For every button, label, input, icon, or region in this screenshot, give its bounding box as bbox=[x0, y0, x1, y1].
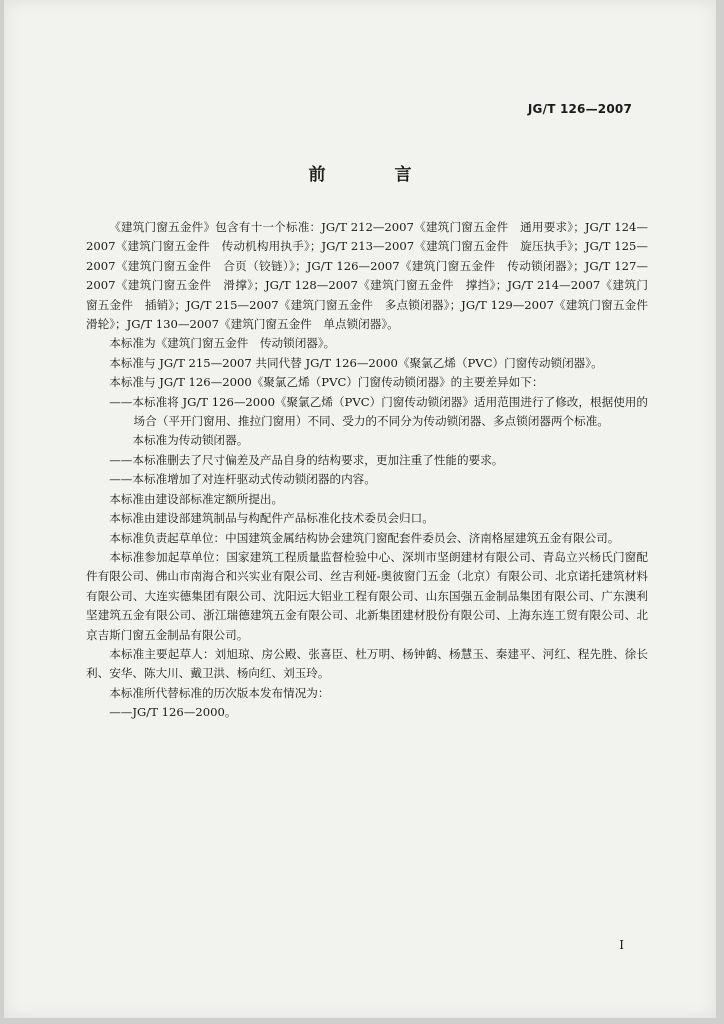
paragraph-lead-drafter: 本标准负责起草单位：中国建筑金属结构协会建筑门窗配套件委员会、济南格屋建筑五金有限公司。 bbox=[109, 530, 620, 545]
standard-code: JG/T 126—2007 bbox=[527, 102, 632, 116]
paragraph-history-version: ——JG/T 126—2000。 bbox=[109, 705, 237, 720]
paragraph-standard-scope: 本标准为《建筑门窗五金件 传动锁闭器》。 bbox=[109, 336, 336, 351]
paragraph-difference-1: ——本标准将 JG/T 126—2000《聚氯乙烯（PVC）门窗传动锁闭器》适用范围进行了修改，根据使用的场合（平开门窗用、推拉门窗用）不同、受力的不同分为传动锁闭器、多点锁闭器两个标准。 bbox=[109, 394, 648, 429]
paragraph-differences-intro: 本标准与 JG/T 126—2000《聚氯乙烯（PVC）门窗传动锁闭器》的主要差异如下： bbox=[109, 375, 544, 390]
paragraph-participating-drafters: 本标准参加起草单位：国家建筑工程质量监督检验中心、深圳市坚朗建材有限公司、青岛立兴杨氏门窗配件有限公司、佛山市南海合和兴实业有限公司、丝吉利娅-奥彼窗门五金（北京）有限公司、北京诺托建筑材料有限公司、大连实德集团有限公司、沈阳远大铝业工程有限公司、山东国强五金制品集团有限公司、广东澳利坚建筑五金有限公司、浙江瑞德建筑五金有限公司、北新集团建材股份有限公司、上海东连工贸有限公司、北京吉斯门窗五金制品有限公司。 bbox=[86, 549, 648, 642]
paragraph-managed-by: 本标准由建设部建筑制品与构配件产品标准化技术委员会归口。 bbox=[109, 511, 434, 526]
paragraph-history-intro: 本标准所代替标准的历次版本发布情况为： bbox=[109, 685, 330, 700]
paragraph-main-drafters: 本标准主要起草人：刘旭琼、房公殿、张喜臣、杜万明、杨钟鹤、杨慧玉、秦建平、河红、程先胜、徐长利、安华、陈大川、戴卫洪、杨向红、刘玉玲。 bbox=[86, 646, 648, 681]
foreword-body bbox=[86, 218, 660, 723]
paragraph-replaces: 本标准与 JG/T 215—2007 共同代替 JG/T 126—2000《聚氯乙烯（PVC）门窗传动锁闭器》。 bbox=[109, 355, 603, 370]
paragraph-difference-1-note: 本标准为传动锁闭器。 bbox=[132, 433, 249, 448]
paragraph-difference-3: ——本标准增加了对连杆驱动式传动锁闭器的内容。 bbox=[109, 472, 376, 487]
paragraph-proposed-by: 本标准由建设部标准定额所提出。 bbox=[109, 491, 284, 506]
document-page bbox=[4, 0, 716, 1018]
page-number: I bbox=[619, 938, 624, 952]
page-title: 前 言 bbox=[308, 165, 438, 185]
paragraph-difference-2: ——本标准删去了尺寸偏差及产品自身的结构要求，更加注重了性能的要求。 bbox=[109, 452, 504, 467]
paragraph-series-list: 《建筑门窗五金件》包含有十一个标准：JG/T 212—2007《建筑门窗五金件 通用要求》；JG/T 124—2007《建筑门窗五金件 传动机构用执手》；JG/T 213—2007《建筑门窗五金件 旋压执手》；JG/T 125—2007《建筑门窗五金件 合页（铰链）》；JG/T 126—2007《建筑门窗五金件 传动锁闭器》；JG/T 127—2007《建筑门窗五金件 滑撑》；JG/T 128—2007《建筑门窗五金件 撑挡》；JG/T 214—2007《建筑门窗五金件 插销》；JG/T 215—2007《建筑门窗五金件 多点锁闭器》；JG/T 129—2007《建筑门窗五金件 滑轮》；JG/T 130—2007《建筑门窗五金件 单点锁闭器》。 bbox=[86, 220, 660, 332]
